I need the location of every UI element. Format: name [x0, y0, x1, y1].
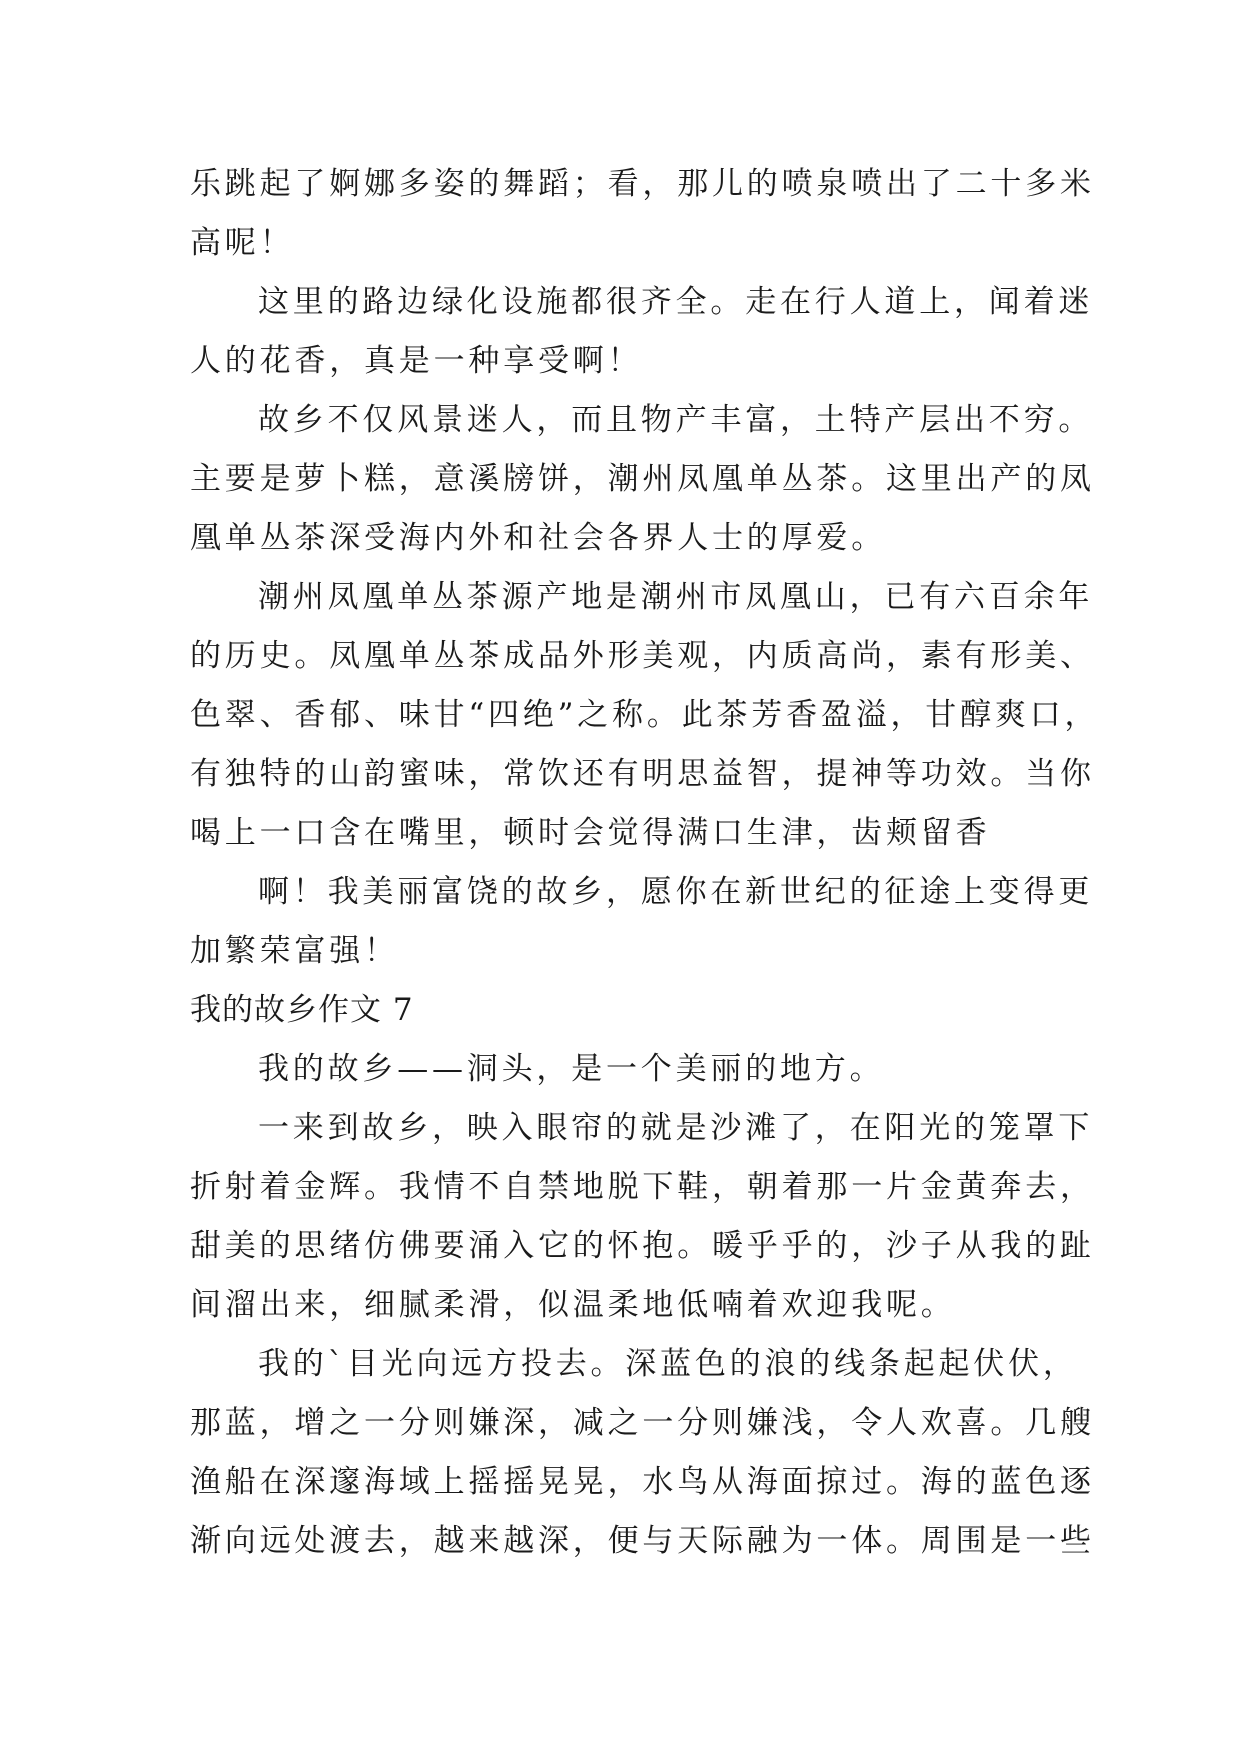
paragraph-first-line: 潮州凤凰单丛茶源产地是潮州市凤凰山，已有六百余年 — [258, 579, 1094, 615]
text-line: 人的花香，真是一种享受啊！ — [190, 343, 643, 379]
text-line: 那蓝，增之一分则嫌深，减之一分则嫌浅，令人欢喜。几艘 — [190, 1405, 1095, 1441]
section-heading: 我的故乡作文 7 — [190, 992, 414, 1028]
text-line: 凰单丛茶深受海内外和社会各界人士的厚爱。 — [190, 520, 886, 556]
paragraph-first-line: 我的`目光向远方投去。深蓝色的浪的线条起起伏伏， — [258, 1346, 1078, 1382]
text-line: 的历史。凤凰单丛茶成品外形美观，内质高尚，素有形美、 — [190, 638, 1095, 674]
text-line: 乐跳起了婀娜多姿的舞蹈；看，那儿的喷泉喷出了二十多米 — [190, 166, 1095, 202]
paragraph-first-line: 我的故乡——洞头，是一个美丽的地方。 — [258, 1051, 885, 1087]
text-line: 折射着金辉。我情不自禁地脱下鞋，朝着那一片金黄奔去， — [190, 1169, 1095, 1205]
document-page — [190, 155, 1100, 1571]
text-line: 间溜出来，细腻柔滑，似温柔地低喃着欢迎我呢。 — [190, 1287, 956, 1323]
text-line: 渔船在深邃海域上摇摇晃晃，水鸟从海面掠过。海的蓝色逐 — [190, 1464, 1095, 1500]
text-line: 主要是萝卜糕，意溪牓饼，潮州凤凰单丛茶。这里出产的凤 — [190, 461, 1095, 497]
text-line: 甜美的思绪仿佛要涌入它的怀抱。暖乎乎的，沙子从我的趾 — [190, 1228, 1095, 1264]
text-line: 有独特的山韵蜜味，常饮还有明思益智，提神等功效。当你 — [190, 756, 1095, 792]
paragraph-first-line: 这里的路边绿化设施都很齐全。走在行人道上，闻着迷 — [258, 284, 1094, 320]
paragraph-first-line: 故乡不仅风景迷人，而且物产丰富，土特产层出不穷。 — [258, 402, 1094, 438]
text-line: 加繁荣富强！ — [190, 933, 399, 969]
text-line: 喝上一口含在嘴里，顿时会觉得满口生津，齿颊留香 — [190, 815, 991, 851]
paragraph-first-line: 啊！我美丽富饶的故乡，愿你在新世纪的征途上变得更 — [258, 874, 1094, 910]
text-line: 渐向远处渡去，越来越深，便与天际融为一体。周围是一些 — [190, 1523, 1095, 1559]
paragraph-first-line: 一来到故乡，映入眼帘的就是沙滩了，在阳光的笼罩下 — [258, 1110, 1094, 1146]
text-line: 高呢！ — [190, 225, 295, 261]
text-line: 色翠、香郁、味甘“四绝”之称。此茶芳香盈溢，甘醇爽口， — [190, 697, 1100, 733]
